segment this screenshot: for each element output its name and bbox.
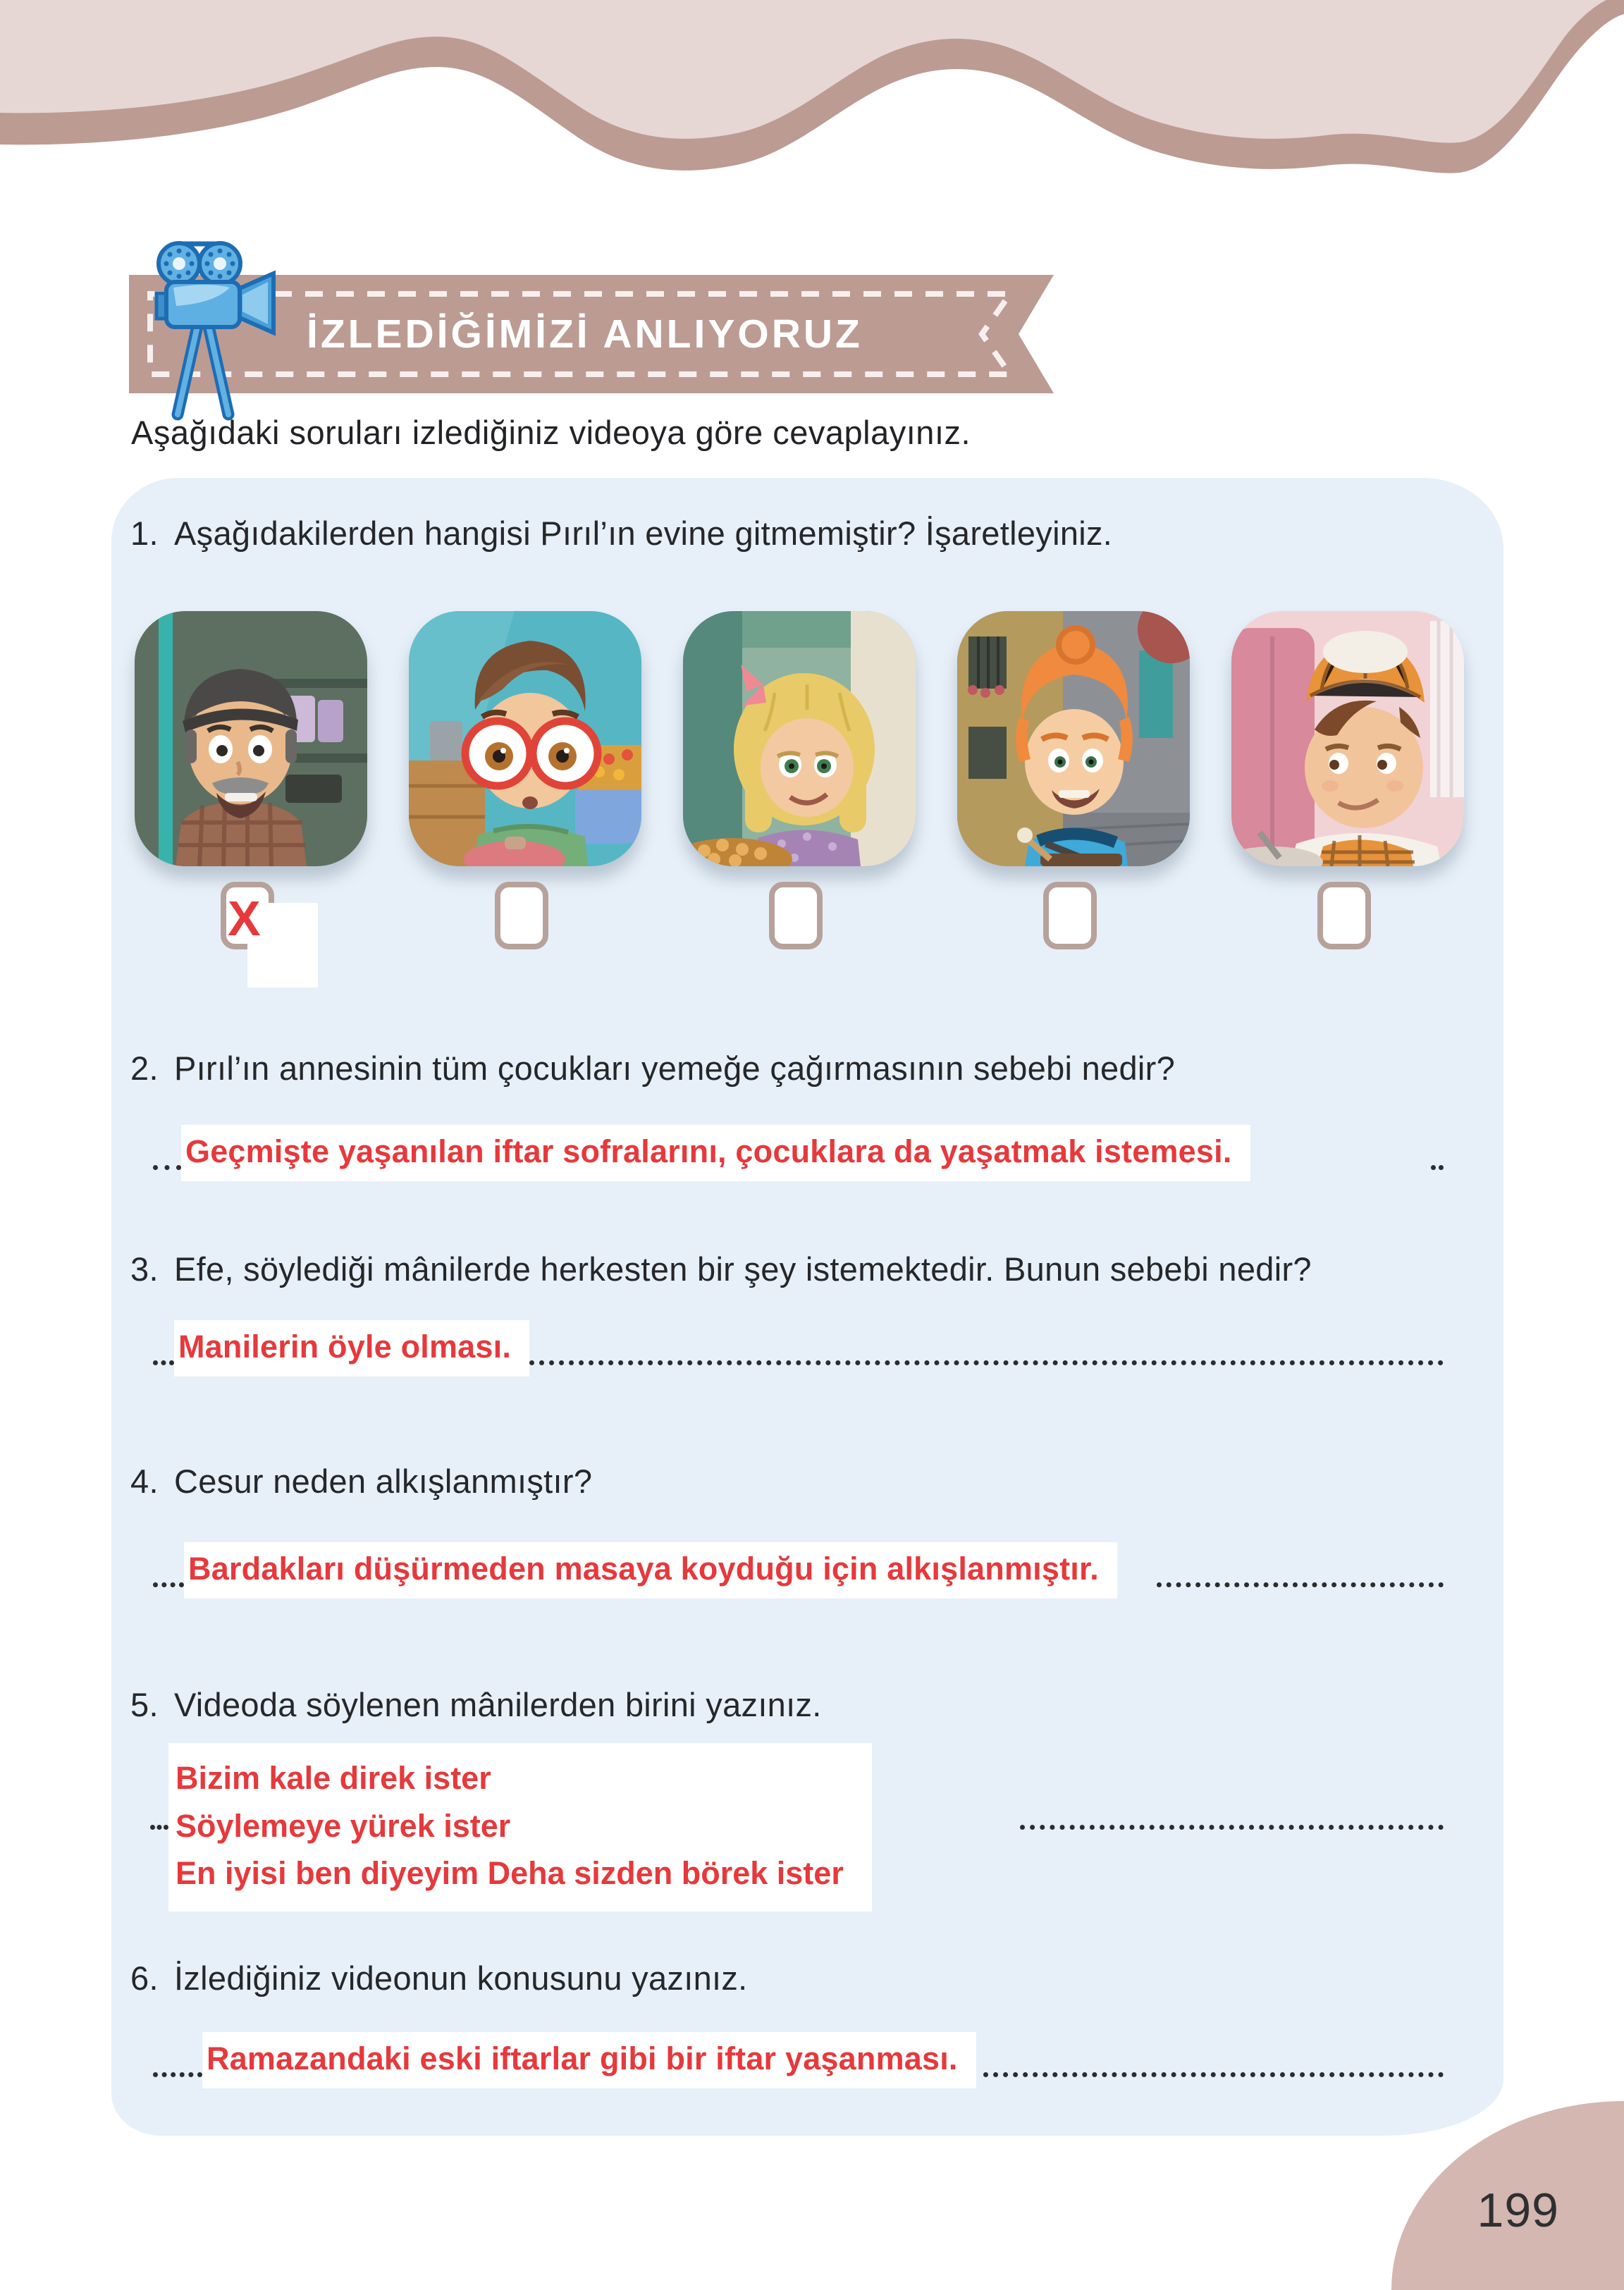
blonde-girl-illustration [683, 611, 916, 866]
question-4 [130, 1460, 1444, 1503]
leader-dots [153, 2072, 202, 2077]
intro-instruction: Aşağıdaki soruları izlediğiniz videoya göre cevaplayınız. [131, 414, 971, 451]
option-cell-5 [1231, 882, 1464, 989]
question-6 [130, 1957, 1444, 2000]
mani-line-3: En iyisi ben diyeyim Deha sizden börek ister [176, 1855, 844, 1892]
answer-3-text: Manilerin öyle olması. [174, 1320, 529, 1377]
questions-panel [111, 478, 1503, 2136]
question-3-number: 3. [130, 1250, 159, 1288]
option-checkbox-2[interactable] [495, 882, 548, 949]
answer-dotted-line [1157, 1582, 1444, 1587]
answer-line-3 [153, 1320, 1444, 1377]
film-projector-icon [147, 238, 281, 421]
option-checkbox-5[interactable] [1317, 882, 1371, 949]
answer-5-lines [168, 1743, 872, 1912]
mani-line-1: Bizim kale direk ister [176, 1760, 491, 1797]
answer-4-text: Bardakları düşürmeden masaya koyduğu için alkışlanmıştır. [184, 1542, 1117, 1599]
character-options-row [135, 611, 1464, 866]
leader-dots [150, 1825, 168, 1830]
question-4-text: Cesur neden alkışlanmıştır? [174, 1463, 593, 1501]
selected-x-mark: X [228, 891, 261, 947]
mani-line-2: Söylemeye yürek ister [176, 1807, 511, 1844]
leader-dots [153, 1582, 184, 1587]
decorative-top-wave [0, 0, 1624, 183]
option-cell-3 [683, 882, 916, 989]
option-cell-1 [135, 882, 367, 989]
section-title: İZLEDİĞİMİZİ ANLIYORUZ [307, 312, 863, 357]
question-1 [130, 512, 1444, 555]
question-3-text: Efe, söylediği mânilerde herkesten bir şey istemektedir. Bunun sebebi nedir? [174, 1250, 1312, 1288]
character-photo-boy-with-red-glasses [409, 611, 641, 866]
question-2-text: Pırıl’ın annesinin tüm çocukları yemeğe çağırmasının sebebi nedir? [174, 1049, 1176, 1088]
leader-dots [153, 1360, 174, 1365]
question-5-text: Videoda söylenen mânilerden birini yazınız. [174, 1686, 822, 1724]
character-photo-boy-with-checkered-cap [1231, 611, 1464, 866]
question-6-text: İzlediğiniz videonun konusunu yazınız. [174, 1959, 748, 1997]
character-photo-blonde-girl-with-butterfly-clip [683, 611, 916, 866]
question-5 [130, 1683, 1444, 1726]
question-5-number: 5. [130, 1686, 159, 1724]
option-checkbox-4[interactable] [1043, 882, 1097, 949]
question-2-number: 2. [130, 1049, 159, 1088]
option-cell-4 [957, 882, 1190, 989]
answer-6-text: Ramazandaki eski iftarlar gibi bir iftar yaşanması. [202, 2032, 976, 2088]
red-haired-boy-illustration [957, 611, 1190, 866]
leader-dots [153, 1165, 181, 1170]
question-1-text: Aşağıdakilerden hangisi Pırıl’ın evine gitmemiştir? İşaretleyiniz. [174, 515, 1113, 552]
answer-checkbox-row [135, 882, 1464, 989]
question-3 [130, 1248, 1444, 1291]
answer-line-6 [153, 2032, 1444, 2088]
question-2 [130, 1047, 1444, 1090]
boy-with-checkered-cap-illustration [1231, 611, 1464, 866]
character-photo-man-with-cap-and-mustache [135, 611, 367, 866]
answer-2-text: Geçmişte yaşanılan iftar sofralarını, çocuklara da yaşatmak istemesi. [181, 1125, 1250, 1181]
boy-with-red-glasses-illustration [409, 611, 641, 866]
page-number: 199 [1477, 2184, 1559, 2237]
answer-dotted-line [529, 1360, 1444, 1365]
option-checkbox-3[interactable] [769, 882, 823, 949]
answer-dotted-line [983, 2072, 1444, 2077]
question-1-number: 1. [130, 515, 159, 552]
answer-block-5 [150, 1743, 1444, 1912]
answer-line-4 [153, 1542, 1444, 1599]
question-4-number: 4. [130, 1463, 159, 1501]
answer-dotted-line [1020, 1825, 1444, 1830]
man-with-cap-and-mustache-illustration [135, 611, 367, 866]
answer-line-2 [153, 1125, 1444, 1181]
option-cell-2 [409, 882, 641, 989]
question-6-number: 6. [130, 1959, 159, 1997]
character-photo-red-haired-boy [957, 611, 1190, 866]
leader-dots [1431, 1165, 1444, 1170]
